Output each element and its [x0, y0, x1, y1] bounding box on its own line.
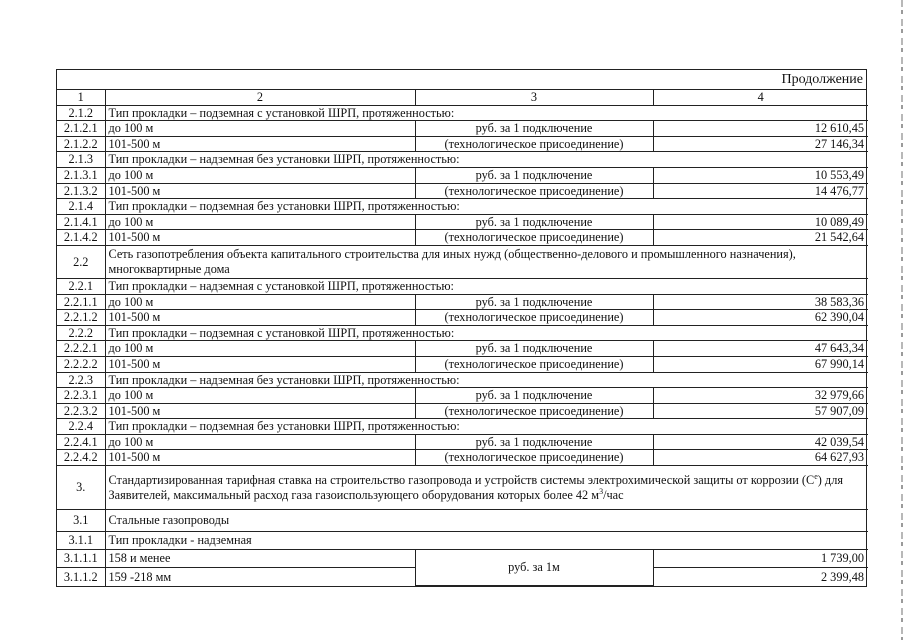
table-row: [57, 167, 868, 183]
row-number: 2.2.2: [57, 325, 105, 341]
row-value: 62 390,04: [653, 310, 868, 326]
row-value: 64 627,93: [653, 450, 868, 466]
row-description: до 100 м: [105, 294, 415, 310]
table-row: [57, 121, 868, 137]
row-description: 101-500 м: [105, 403, 415, 419]
table-row: [57, 294, 868, 310]
table-row: [57, 466, 868, 510]
column-number: 1: [57, 90, 105, 105]
tariff-table-sheet: [56, 69, 867, 587]
row-value: 10 089,49: [653, 214, 868, 230]
row-value: 1 739,00: [653, 550, 868, 568]
unit-line-1: руб. за 1 подключение: [415, 388, 653, 404]
table-row: [57, 356, 868, 372]
table-row: [57, 372, 868, 388]
row-description: 101-500 м: [105, 310, 415, 326]
row-number: 2.1.2: [57, 105, 105, 121]
row-description: 101-500 м: [105, 136, 415, 152]
row-number: 2.2.1: [57, 278, 105, 294]
table-row: [57, 450, 868, 466]
row-value: 42 039,54: [653, 434, 868, 450]
row-value: 12 610,45: [653, 121, 868, 137]
unit-line-2: (технологическое присоединение): [415, 450, 653, 466]
row-value: 14 476,77: [653, 183, 868, 199]
row-number: 3.: [57, 466, 105, 510]
table-row: [57, 532, 868, 550]
section-3-sup-a: e: [814, 471, 818, 481]
row-description: 101-500 м: [105, 450, 415, 466]
row-value: 10 553,49: [653, 167, 868, 183]
table-row: [57, 278, 868, 294]
row-number: 2.2.4.2: [57, 450, 105, 466]
scan-edge-artifact: [901, 0, 903, 640]
section-3-text-c: /час: [603, 487, 624, 502]
unit-line-1: руб. за 1 подключение: [415, 214, 653, 230]
tariff-table: [57, 90, 868, 586]
table-row: [57, 183, 868, 199]
unit-line-2: (технологическое присоединение): [415, 403, 653, 419]
row-number: 2.1.4: [57, 199, 105, 215]
table-row: [57, 152, 868, 168]
row-value: 38 583,36: [653, 294, 868, 310]
row-description: 159 -218 мм: [105, 568, 415, 586]
row-description: Тип прокладки – надземная без установки ШРП, протяженностью:: [105, 152, 868, 168]
row-number: 2.2.1.2: [57, 310, 105, 326]
unit-line-1: руб. за 1 подключение: [415, 434, 653, 450]
table-row: [57, 403, 868, 419]
row-value: 32 979,66: [653, 388, 868, 404]
row-number: 2.2.3.1: [57, 388, 105, 404]
row-description-section-3: [105, 466, 868, 510]
row-value: 67 990,14: [653, 356, 868, 372]
row-description: Тип прокладки – подземная с установкой ШРП, протяженностью:: [105, 105, 868, 121]
row-number: 2.1.4.2: [57, 230, 105, 246]
row-number: 3.1.1.2: [57, 568, 105, 586]
row-number: 2.1.2.2: [57, 136, 105, 152]
row-description: Тип прокладки – подземная с установкой ШРП, протяженностью:: [105, 325, 868, 341]
row-number: 2.1.4.1: [57, 214, 105, 230]
unit-line-2: (технологическое присоединение): [415, 356, 653, 372]
row-description: до 100 м: [105, 167, 415, 183]
section-3-text-b: ) для Заявителей, максимальный расход газа газоиспользующего оборудования которых более 42 м: [108, 472, 843, 502]
row-description: Тип прокладки – подземная без установки ШРП, протяженностью:: [105, 419, 868, 435]
unit-per-meter: руб. за 1м: [415, 550, 653, 586]
row-description: до 100 м: [105, 121, 415, 137]
column-number: 4: [653, 90, 868, 105]
row-description: до 100 м: [105, 434, 415, 450]
row-number: 2.2.4: [57, 419, 105, 435]
unit-line-2: (технологическое присоединение): [415, 183, 653, 199]
row-number: 2.2: [57, 245, 105, 278]
table-row: [57, 214, 868, 230]
row-description: до 100 м: [105, 214, 415, 230]
table-row: [57, 199, 868, 215]
row-description: 101-500 м: [105, 230, 415, 246]
row-description: до 100 м: [105, 341, 415, 357]
table-row: [57, 245, 868, 278]
row-description: Тип прокладки – подземная без установки ШРП, протяженностью:: [105, 199, 868, 215]
table-row: [57, 419, 868, 435]
row-description: Стальные газопроводы: [105, 510, 868, 532]
row-description: 158 и менее: [105, 550, 415, 568]
table-row: [57, 550, 868, 568]
row-number: 2.2.3.2: [57, 403, 105, 419]
row-value: 2 399,48: [653, 568, 868, 586]
row-value: 57 907,09: [653, 403, 868, 419]
unit-line-1: руб. за 1 подключение: [415, 121, 653, 137]
row-description: 101-500 м: [105, 356, 415, 372]
continuation-label: Продолжение: [57, 70, 866, 90]
row-description: Сеть газопотребления объекта капитального строительства для иных нужд (общественно-делового и промышленного назначения), многоквартирные дома: [105, 245, 868, 278]
unit-line-2: (технологическое присоединение): [415, 310, 653, 326]
table-row: [57, 105, 868, 121]
row-number: 2.2.4.1: [57, 434, 105, 450]
row-value: 27 146,34: [653, 136, 868, 152]
table-row: [57, 510, 868, 532]
column-number-row: [57, 90, 868, 105]
row-value: 21 542,64: [653, 230, 868, 246]
row-description: Тип прокладки - надземная: [105, 532, 868, 550]
unit-line-1: руб. за 1 подключение: [415, 341, 653, 357]
row-number: 2.2.2.1: [57, 341, 105, 357]
column-number: 3: [415, 90, 653, 105]
row-number: 2.2.1.1: [57, 294, 105, 310]
table-row: [57, 388, 868, 404]
unit-line-1: руб. за 1 подключение: [415, 167, 653, 183]
table-row: [57, 341, 868, 357]
row-number: 2.2.2.2: [57, 356, 105, 372]
table-row: [57, 136, 868, 152]
row-number: 3.1.1.1: [57, 550, 105, 568]
row-description: до 100 м: [105, 388, 415, 404]
unit-line-2: (технологическое присоединение): [415, 230, 653, 246]
section-3-text-a: Стандартизированная тарифная ставка на строительство газопровода и устройств системы электрохимической защиты от коррозии (C: [108, 472, 815, 487]
row-number: 3.1.1: [57, 532, 105, 550]
table-row: [57, 434, 868, 450]
unit-line-1: руб. за 1 подключение: [415, 294, 653, 310]
row-description: 101-500 м: [105, 183, 415, 199]
row-number: 2.1.3.2: [57, 183, 105, 199]
row-number: 3.1: [57, 510, 105, 532]
section-3-sup-b: 3: [599, 486, 604, 496]
table-row: [57, 310, 868, 326]
row-number: 2.1.3: [57, 152, 105, 168]
row-number: 2.2.3: [57, 372, 105, 388]
row-number: 2.1.2.1: [57, 121, 105, 137]
unit-line-2: (технологическое присоединение): [415, 136, 653, 152]
table-row: [57, 230, 868, 246]
row-value: 47 643,34: [653, 341, 868, 357]
row-description: Тип прокладки – надземная с установкой ШРП, протяженностью:: [105, 278, 868, 294]
column-number: 2: [105, 90, 415, 105]
row-description: Тип прокладки – надземная без установки ШРП, протяженностью:: [105, 372, 868, 388]
row-number: 2.1.3.1: [57, 167, 105, 183]
table-row: [57, 325, 868, 341]
